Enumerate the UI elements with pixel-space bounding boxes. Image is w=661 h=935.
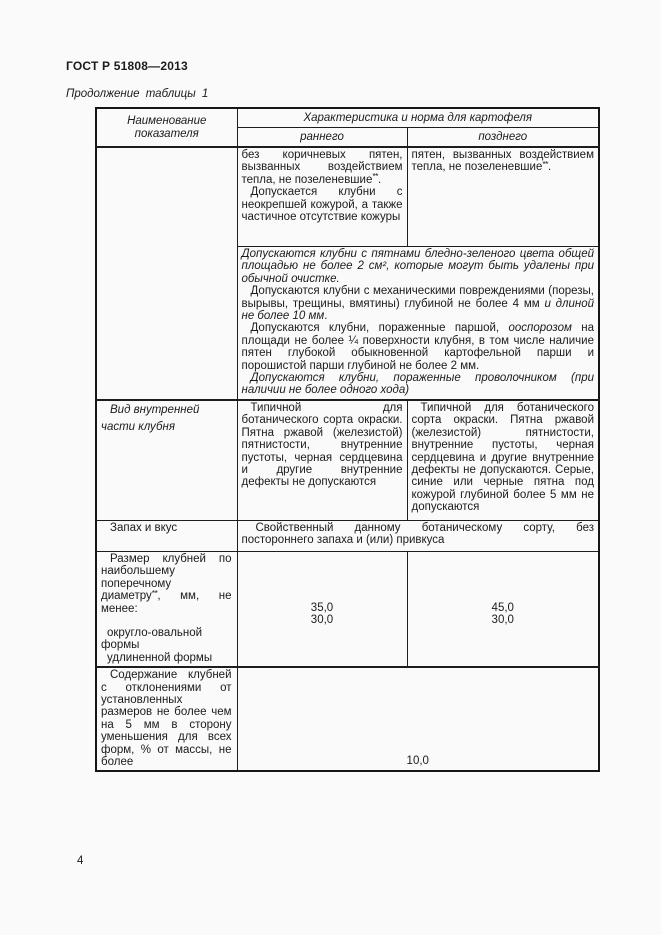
smell-value-cell bbox=[237, 520, 599, 551]
smell-value-paragraph: Свойственный данному ботаническому сорту, без постороннего запаха и (или) привкуса bbox=[241, 521, 594, 547]
size-label-cell bbox=[96, 551, 237, 667]
header-group-col: Характеристика и норма для картофеля bbox=[237, 108, 599, 128]
green-spots-paragraph: Допускаются клубни с пятнами бледно-зеленого цвета общей площадью не более 2 см², которые могут быть удалены при обычной очистке. bbox=[241, 248, 594, 285]
size-late-value-1: 45,0 bbox=[491, 601, 514, 614]
size-early-value-2: 30,0 bbox=[310, 614, 334, 627]
size-row bbox=[96, 551, 599, 667]
continuation-row-top bbox=[96, 147, 599, 247]
continuation-early-cell bbox=[237, 147, 407, 247]
interior-early-paragraph: Типичной для ботанического сорта окраски. Пятна ржавой (железистой) пятнистости, внутренние пустоты, черная сердцевина и другие внутренние дефекты не допускаются bbox=[241, 401, 403, 489]
header-early-col: раннего bbox=[237, 128, 407, 148]
deviation-row bbox=[96, 667, 599, 771]
late-defects-paragraph: пятен, вызванных воздействием тепла, не позеленевшие**. bbox=[411, 149, 594, 174]
size-early-value-1: 35,0 bbox=[310, 601, 334, 614]
table-caption: Продолжение таблицы 1 bbox=[66, 88, 209, 100]
early-skin-paragraph: Допускается клубни с неокрепшей кожурой, а также частичное отсутствие кожуры bbox=[241, 186, 403, 224]
page-number: 4 bbox=[77, 855, 84, 867]
interior-early-cell bbox=[237, 400, 407, 521]
deviation-value: 10,0 bbox=[406, 754, 429, 767]
continuation-merged-cell bbox=[237, 247, 599, 400]
mechanical-damage-paragraph: Допускаются клубни с механическими повреждениями (порезы, вырывы, трещины, вмятины) глубиной не более 4 мм и длиной не более 10 мм. bbox=[241, 285, 594, 323]
deviation-value-cell bbox=[237, 667, 599, 771]
size-sub-item-elongated: удлиненной формы bbox=[107, 651, 213, 664]
scab-paragraph: Допускаются клубни, пораженные паршой, ооспорозом на площади не более ¼ поверхности клубня, в том числе наличие пятен глубокой обыкновенной картофельной парши и порошистой парши глубиной не более 2 мм. bbox=[241, 322, 594, 372]
size-sub-item-round-oval: округло-овальной формы bbox=[101, 626, 203, 652]
header-late-col: позднего bbox=[407, 128, 599, 148]
size-early-values-cell bbox=[237, 551, 407, 667]
characteristics-table bbox=[95, 107, 600, 772]
smell-label: Запах и вкус bbox=[110, 521, 178, 534]
interior-late-cell bbox=[407, 400, 599, 521]
deviation-label-cell bbox=[96, 667, 237, 771]
early-defects-paragraph: без коричневых пятен, вызванных воздействием тепла, не позеленевшие**. bbox=[241, 149, 403, 186]
interior-late-paragraph: Типичной для ботанического сорта окраски. Пятна ржавой (железистой) пятнистости, внутренние пустоты, черная сердцевина и другие внутренние дефекты не допускаются. Серые, синие или черные пятна под кожурой глубиной более 5 мм не допускаются bbox=[411, 401, 594, 514]
interior-label: Вид внутренней части клубня bbox=[101, 403, 200, 434]
size-late-values-cell bbox=[407, 551, 599, 667]
smell-label-cell bbox=[96, 520, 237, 551]
doc-number: ГОСТ Р 51808—2013 bbox=[66, 59, 188, 73]
wireworm-paragraph: Допускаются клубни, пораженные проволочником (при наличии не более одного хода) bbox=[241, 372, 594, 397]
tuber-interior-row bbox=[96, 400, 599, 521]
continuation-late-cell bbox=[407, 147, 599, 247]
smell-taste-row bbox=[96, 520, 599, 551]
interior-label-cell bbox=[96, 400, 237, 521]
header-row-group bbox=[96, 108, 599, 128]
size-late-value-2: 30,0 bbox=[491, 614, 514, 627]
header-name-col: Наименование показателя bbox=[96, 108, 237, 147]
size-label: Размер клубней по наибольшему поперечному диаметру**, мм, не менее: bbox=[101, 552, 232, 615]
deviation-label: Содержание клубней с отклонениями от установленных размеров не более чем на 5 мм в сторону уменьшения для всех форм, % от массы, не более bbox=[101, 669, 232, 768]
continuation-label-cell bbox=[96, 147, 237, 400]
